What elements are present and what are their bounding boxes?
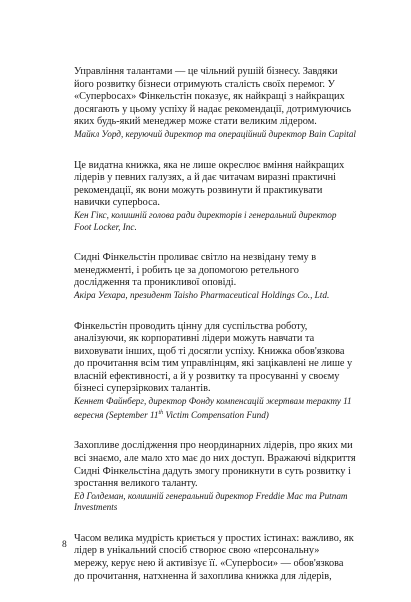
ordinal-suffix: th (158, 409, 164, 416)
blurb-2 (74, 160, 356, 234)
blurb-quote: Управління талантами — це чільний рушій бізнесу. Завдяки його розвитку бізнеси отримують сталість своїх перемог. У «Суперbосах» Фінкельстін показує, як найкращі з найкращих досягають у цьому успіху й надає рекомендації, дотримуючись яких будь-який менеджер може стати великим лідером. (74, 66, 352, 128)
blurb-6 (74, 533, 356, 583)
blurb-1 (74, 66, 356, 141)
page-number: 8 (62, 540, 67, 550)
blurb-quote: Сидні Фінкельстін проливає світло на незвідану тему в менеджменті, і робить це за допомогою ретельного дослідження та проникливої оповіді. (74, 252, 317, 289)
attribution-text: 11 вересня (September 11 (74, 396, 352, 420)
blurb-quote: Це видатна книжка, яка не лише окреслює вміння найкращих лідерів у певних галузях, а й дає читачам виразні практичні рекомендації, як вони можуть розвинути й практикувати навички суперbоса. (74, 159, 345, 209)
blurb-quote: Фінкельстін проводить цінну для суспільства роботу, аналізуючи, як корпоративні лідери можуть навчати та виховувати інших, щоб ті досягли успіху. Книжка обов'язкова до прочитання всім тим управлінцям, які зацікавлені не лише у власній ефективності, а й у розвитку та просуванні у своєму бізнесі суперзіркових талантів. (74, 320, 353, 395)
blurb-3 (74, 252, 356, 301)
blurb-attribution: Майкл Уорд, керуючий директор та операційний директор Bain Capital (74, 128, 356, 139)
blurb-attribution (74, 396, 356, 421)
blurb-attribution: Кен Гікс, колишній голова ради директорів і генеральний директор Foot Locker, Inc. (74, 209, 337, 232)
blurb-quote: Часом велика мудрість криється у простих істинах: важливо, як лідер в унікальний спосіб створює свою «персональну» мережу, керує нею й активізує її. «Суперbоси» — обов'язкова до прочитання, натхненна й захоплива книжка для лідерів, (74, 532, 354, 582)
blurbs-column (74, 66, 356, 602)
blurb-quote: Захопливе дослідження про неординарних лідерів, про яких ми всі знаємо, але мало хто має до них доступ. Вражаючі відкриття Сидні Фінкельстіна дадуть змогу проникнути в суть розвитку і зростання великого таланту. (74, 440, 356, 490)
attribution-text: Кеннет Файнберг, директор Фонду компенсацій жертвам теракту (74, 396, 341, 407)
blurb-4 (74, 321, 356, 422)
blurb-attribution: Акіра Уехара, президент Taisho Pharmaceutical Holdings Co., Ltd. (74, 289, 330, 300)
blurb-5 (74, 440, 356, 514)
blurb-attribution: Ед Голдеман, колишній генеральний директор Freddie Mac та Putnam Investments (74, 490, 348, 513)
attribution-text: Victim Compensation Fund) (163, 409, 269, 420)
